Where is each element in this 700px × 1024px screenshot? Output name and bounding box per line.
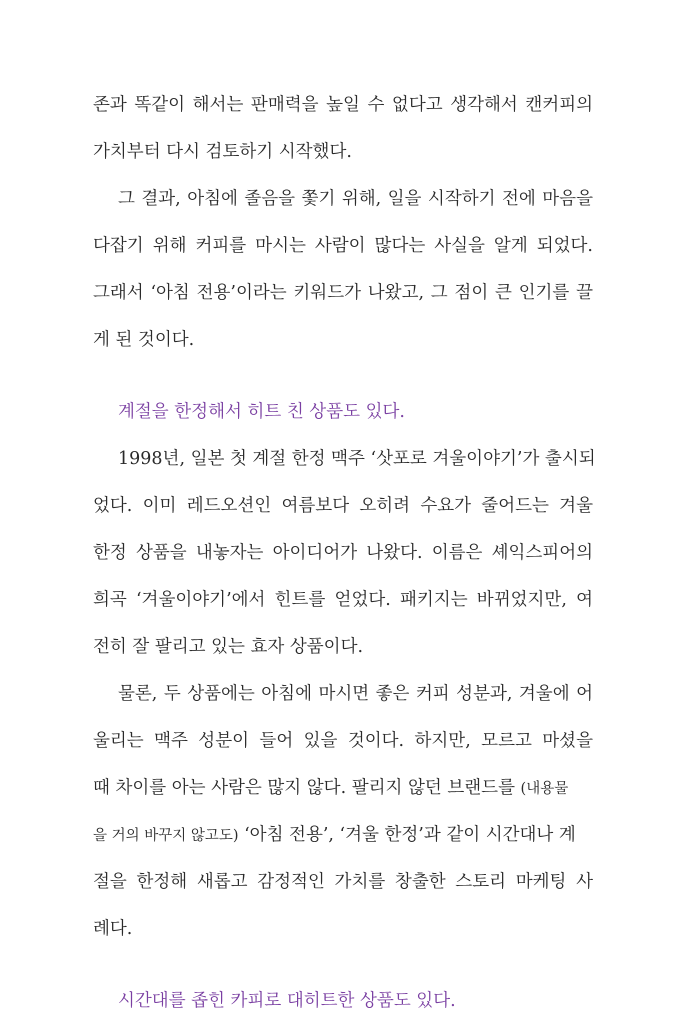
body-text-line: 1998년, 일본 첫 계절 한정 맥주 ‘삿포로 겨울이야기’가 출시되: [118, 449, 596, 469]
section-heading: 계절을 한정해서 히트 친 상품도 있다.: [118, 402, 405, 422]
body-text-line: 물론, 두 상품에는 아침에 마시면 좋은 커피 성분과, 겨울에 어: [118, 684, 593, 704]
body-text-line: 다잡기 위해 커피를 마시는 사람이 많다는 사실을 알게 되었다.: [93, 236, 593, 256]
body-text-line: 례다.: [93, 919, 133, 939]
body-text-line: 한정 상품을 내놓자는 아이디어가 나왔다. 이름은 셰익스피어의: [93, 543, 593, 563]
parenthetical-note: 을 거의 바꾸지 않고도): [93, 828, 239, 844]
body-text-segment: 때 차이를 아는 사람은 많지 않다. 팔리지 않던 브랜드를: [93, 778, 521, 798]
body-text-line: 그 결과, 아침에 졸음을 쫓기 위해, 일을 시작하기 전에 마음을: [118, 189, 593, 209]
body-text-line: [93, 823, 593, 848]
body-text-line: 그래서 ‘아침 전용’이라는 키워드가 나왔고, 그 점이 큰 인기를 끌: [93, 283, 593, 303]
body-text-line: 울리는 맥주 성분이 들어 있을 것이다. 하지만, 모르고 마셨을: [93, 731, 593, 751]
body-text-segment: ‘아침 전용’, ‘겨울 한정’과 같이 시간대나 계: [238, 825, 576, 845]
body-text-line: 었다. 이미 레드오션인 여름보다 오히려 수요가 줄어드는 겨울: [93, 496, 593, 516]
body-text-line: 게 된 것이다.: [93, 330, 195, 350]
body-text-line: 절을 한정해 새롭고 감정적인 가치를 창출한 스토리 마케팅 사: [93, 872, 593, 892]
section-heading: 시간대를 좁힌 카피로 대히트한 상품도 있다.: [118, 991, 456, 1011]
parenthetical-note: (내용물: [520, 781, 569, 797]
body-text-line: 전히 잘 팔리고 있는 효자 상품이다.: [93, 637, 364, 657]
body-text-line: 존과 똑같이 해서는 판매력을 높일 수 없다고 생각해서 캔커피의: [93, 95, 593, 115]
body-text-line: [93, 776, 593, 801]
body-text-line: 가치부터 다시 검토하기 시작했다.: [93, 142, 352, 162]
body-text-line: 희곡 ‘겨울이야기’에서 힌트를 얻었다. 패키지는 바뀌었지만, 여: [93, 590, 593, 610]
